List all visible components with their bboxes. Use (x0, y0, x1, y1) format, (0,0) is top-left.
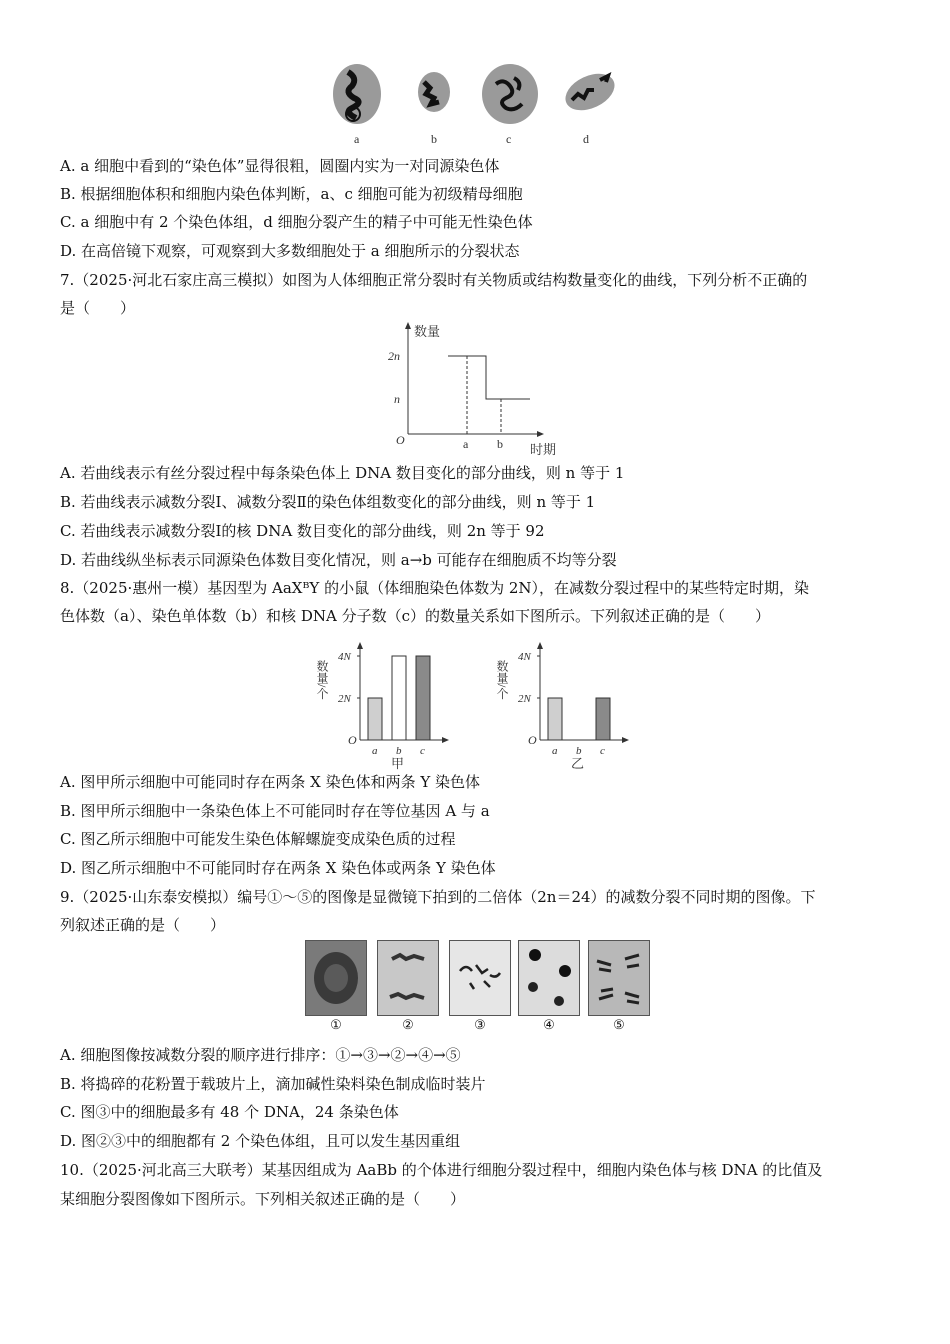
q10-stem-line2: 某细胞分裂图像如下图所示。下列相关叙述正确的是（ ） (60, 1190, 466, 1208)
bar-c (416, 656, 430, 740)
micrograph-label-5: ⑤ (613, 1018, 625, 1033)
q8-option-b: B. 图甲所示细胞中一条染色体上不可能同时存在等位基因 A 与 a (60, 802, 490, 820)
q8-option-c: C. 图乙所示细胞中可能发生染色体解螺旋变成染色质的过程 (60, 830, 456, 848)
q7-ytick-2n: 2n (388, 349, 400, 363)
y-axis-arrow (537, 642, 543, 649)
y-axis-label: 数量/个 (315, 660, 329, 700)
chart-title: 甲 (391, 756, 405, 770)
micrograph-label-1: ① (330, 1018, 342, 1033)
q7-option-c: C. 若曲线表示减数分裂Ⅰ的核 DNA 数目变化的部分曲线，则 2n 等于 92 (60, 522, 545, 540)
micrograph-2 (377, 940, 439, 1016)
micrograph-label-2: ② (402, 1018, 414, 1033)
q7-option-a: A. 若曲线表示有丝分裂过程中每条染色体上 DNA 数目变化的部分曲线，则 n 等于 1 (60, 464, 625, 482)
q7-xlabel: 时期 (530, 442, 557, 457)
q10-stem-line1: 10.（2025·河北高三大联考）某基因组成为 AaBb 的个体进行细胞分裂过程中，细胞内染色体与核 DNA 的比值及 (60, 1161, 823, 1179)
q7-xtick-a: a (463, 437, 469, 451)
bar-chart-jia (310, 640, 460, 770)
x-axis-arrow (622, 737, 629, 743)
micrograph-4 (518, 940, 580, 1016)
x-tick-label: b (396, 745, 402, 757)
q7-option-d: D. 若曲线纵坐标表示同源染色体数目变化情况，则 a→b 可能存在细胞质不均等分裂 (60, 551, 617, 569)
y-tick-label: 4N (518, 651, 531, 663)
x-tick-label: a (552, 745, 558, 757)
chart-title: 乙 (571, 756, 585, 770)
q9-stem-line1: 9.（2025·山东泰安模拟）编号①～⑤的图像是显微镜下拍到的二倍体（2n＝24）的减数分裂不同时期的图像。下 (60, 888, 816, 906)
origin-label: O (348, 733, 357, 747)
y-tick-label: 2N (338, 693, 351, 705)
x-axis-arrow (442, 737, 449, 743)
q9-stem-line2: 列叙述正确的是（ ） (60, 916, 226, 934)
bar-chart-yi (490, 640, 640, 770)
q7-origin: O (396, 433, 405, 447)
q7-ylabel: 数量 (414, 324, 441, 339)
q9-option-b: B. 将捣碎的花粉置于载玻片上，滴加碱性染料染色制成临时装片 (60, 1075, 486, 1093)
y-axis-arrow (357, 642, 363, 649)
cell-a (333, 64, 381, 124)
x-tick-label: c (420, 745, 425, 757)
bar-a (548, 698, 562, 740)
bar-c (596, 698, 610, 740)
bar-a (368, 698, 382, 740)
q7-option-b: B. 若曲线表示减数分裂Ⅰ、减数分裂Ⅱ的染色体组数变化的部分曲线，则 n 等于 1 (60, 493, 596, 511)
micrograph-5 (588, 940, 650, 1016)
origin-label: O (528, 733, 537, 747)
x-tick-label: c (600, 745, 605, 757)
y-tick-label: 4N (338, 651, 351, 663)
y-axis-label: 数量/个 (495, 660, 509, 700)
q7-xtick-b: b (497, 437, 503, 451)
cell-label-a: a (354, 132, 360, 146)
q6-option-d: D. 在高倍镜下观察，可观察到大多数细胞处于 a 细胞所示的分裂状态 (60, 242, 520, 260)
q7-ytick-n: n (394, 392, 400, 406)
x-tick-label: b (576, 745, 582, 757)
q7-stem-line1: 7.（2025·河北石家庄高三模拟）如图为人体细胞正常分裂时有关物质或结构数量变化的曲线，下列分析不正确的 (60, 271, 808, 289)
cell-c (482, 64, 538, 124)
q6-option-a: A. a 细胞中看到的“染色体”显得很粗，圆圈内实为一对同源染色体 (60, 157, 500, 175)
q9-option-c: C. 图③中的细胞最多有 48 个 DNA，24 条染色体 (60, 1103, 399, 1121)
q8-option-d: D. 图乙所示细胞中不可能同时存在两条 X 染色体或两条 Y 染色体 (60, 859, 496, 877)
y-tick-label: 2N (518, 693, 531, 705)
cell-figure-q6 (320, 62, 640, 148)
bar-b (392, 656, 406, 740)
cell-b (418, 72, 450, 112)
q7-stem-line2: 是（ ） (60, 299, 136, 317)
q9-option-d: D. 图②③中的细胞都有 2 个染色体组，且可以发生基因重组 (60, 1132, 461, 1150)
cell-label-b: b (431, 132, 437, 146)
q6-option-b: B. 根据细胞体积和细胞内染色体判断，a、c 细胞可能为初级精母细胞 (60, 185, 523, 203)
q8-stem-line1: 8.（2025·惠州一模）基因型为 AaXᴮY 的小鼠（体细胞染色体数为 2N），在减数分裂过程中的某些特定时期，染 (60, 579, 810, 597)
q8-option-a: A. 图甲所示细胞中可能同时存在两条 X 染色体和两条 Y 染色体 (60, 773, 481, 791)
q7-step-graph (380, 320, 580, 458)
micrograph-3 (449, 940, 511, 1016)
q9-option-a: A. 细胞图像按减数分裂的顺序进行排序：①→③→②→④→⑤ (60, 1046, 461, 1064)
micrograph-1 (305, 940, 367, 1016)
q8-stem-line2: 色体数（a）、染色单体数（b）和核 DNA 分子数（c）的数量关系如下图所示。下列叙述正确的是（ ） (60, 607, 770, 625)
x-tick-label: a (372, 745, 378, 757)
cell-label-c: c (506, 132, 512, 146)
cell-d (560, 67, 621, 118)
cell-label-d: d (583, 132, 589, 146)
micrograph-label-3: ③ (474, 1018, 486, 1033)
micrograph-label-4: ④ (543, 1018, 555, 1033)
q6-option-c: C. a 细胞中有 2 个染色体组，d 细胞分裂产生的精子中可能无性染色体 (60, 213, 533, 231)
